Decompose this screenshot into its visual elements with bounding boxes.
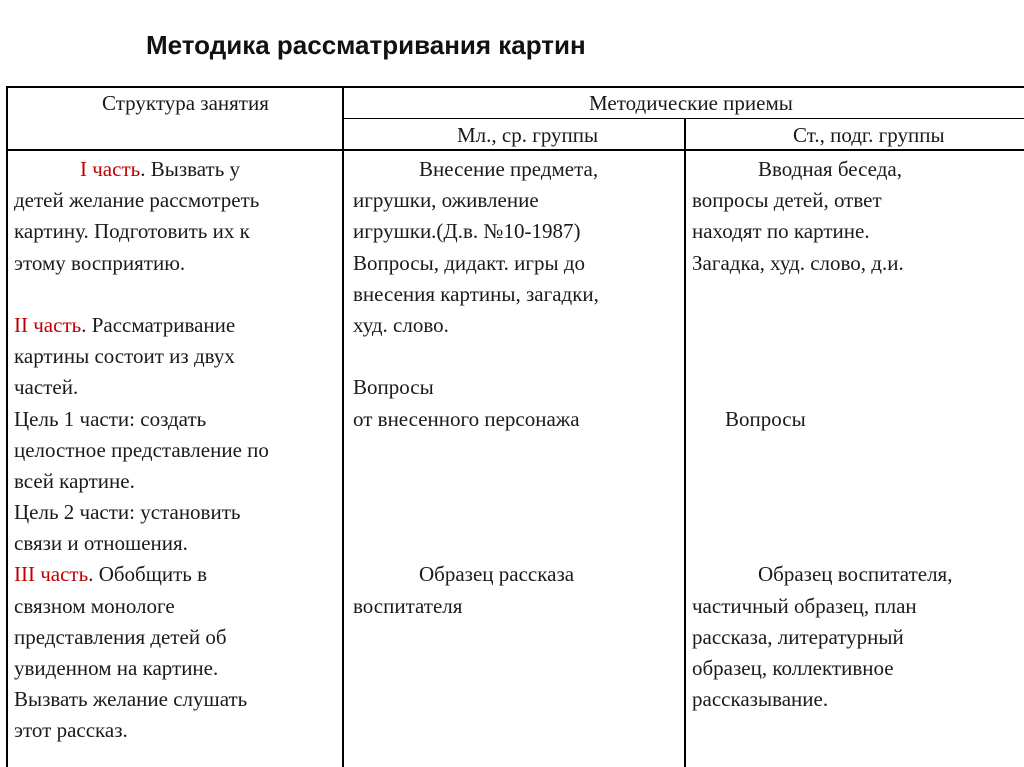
header-junior-groups: Мл., ср. группы: [457, 123, 599, 147]
structure-line: [14, 341, 336, 372]
structure-line: [14, 279, 336, 310]
structure-line: [14, 559, 336, 590]
header-bottom-border: [6, 149, 1024, 151]
structure-line: [14, 154, 336, 185]
structure-column: [14, 154, 336, 747]
structure-text: . Рассматривание: [81, 312, 236, 337]
structure-line: [14, 372, 336, 403]
structure-text: связном монологе: [14, 593, 175, 618]
senior-method-line: Вводная беседа,: [758, 157, 902, 181]
senior-method-line: частичный образец, план: [692, 593, 917, 618]
senior-method-line: [692, 435, 1022, 466]
junior-method-line: худ. слово.: [353, 312, 449, 337]
junior-method-line: [353, 341, 679, 372]
senior-method-line: рассказа, литературный: [692, 624, 904, 649]
structure-text: . Вызвать у: [140, 157, 241, 181]
junior-method-line: Вопросы, дидакт. игры до: [353, 250, 586, 275]
senior-method-line: [692, 341, 1022, 372]
structure-text: всей картине.: [14, 468, 135, 493]
header-senior-groups: Ст., подг. группы: [793, 123, 945, 147]
junior-method-line: воспитателя: [353, 593, 463, 618]
structure-line: [14, 591, 336, 622]
junior-method-line: игрушки.(Д.в. №10-1987): [353, 219, 581, 244]
senior-method-line: [692, 310, 1022, 341]
junior-method-line: [353, 528, 679, 559]
structure-line: [14, 715, 336, 746]
table-border-left: [6, 86, 8, 767]
structure-text: этот рассказ.: [14, 718, 128, 743]
table-border-top: [6, 86, 1024, 88]
col-divider-1: [342, 86, 344, 767]
part-label: III часть: [14, 562, 89, 587]
structure-text: картины состоит из двух: [14, 344, 235, 369]
structure-line: [14, 404, 336, 435]
structure-line: [14, 435, 336, 466]
junior-method-line: игрушки, оживление: [353, 188, 539, 213]
part-label: II часть: [14, 312, 82, 337]
structure-line: [14, 497, 336, 528]
junior-method-line: от внесенного персонажа: [353, 406, 580, 431]
slide-title: Методика рассматривания картин: [146, 30, 586, 60]
senior-method-line: [692, 372, 1022, 403]
senior-method-line: находят по картине.: [692, 219, 870, 244]
senior-method-line: вопросы детей, ответ: [692, 188, 882, 213]
structure-line: [14, 684, 336, 715]
subheader-divider: [342, 118, 1024, 119]
structure-line: [14, 622, 336, 653]
structure-text: картину. Подготовить их к: [14, 219, 250, 244]
senior-method-line: [692, 279, 1022, 310]
junior-method-line: внесения картины, загадки,: [353, 281, 599, 306]
structure-text: Цель 1 части: создать: [14, 406, 207, 431]
structure-line: [14, 466, 336, 497]
structure-text: частей.: [14, 375, 79, 400]
senior-method-line: Загадка, худ. слово, д.и.: [692, 250, 904, 275]
structure-text: увиденном на картине.: [14, 656, 219, 680]
junior-column: [353, 154, 679, 622]
structure-text: связи и отношения.: [14, 531, 188, 556]
structure-line: [14, 248, 336, 279]
structure-text: Цель 2 части: установить: [14, 500, 241, 525]
structure-text: . Обобщить в: [88, 562, 208, 587]
junior-method-line: [353, 497, 679, 528]
junior-method-line: Внесение предмета,: [419, 157, 599, 181]
junior-method-line: [353, 435, 679, 466]
senior-method-line: [692, 466, 1022, 497]
structure-text: представления детей об: [14, 624, 227, 649]
col-divider-2: [684, 118, 686, 767]
structure-line: [14, 310, 336, 341]
senior-method-line: [692, 528, 1022, 559]
part-label: I часть: [80, 157, 141, 181]
senior-method-line: образец, коллективное: [692, 656, 894, 680]
structure-line: [14, 216, 336, 247]
structure-text: этому восприятию.: [14, 250, 186, 275]
structure-line: [14, 185, 336, 216]
junior-method-line: [353, 466, 679, 497]
structure-text: детей желание рассмотреть: [14, 188, 260, 213]
header-structure: Структура занятия: [102, 91, 269, 115]
junior-method-line: Вопросы: [353, 375, 434, 400]
structure-line: [14, 653, 336, 684]
senior-column: [692, 154, 1022, 715]
structure-line: [14, 528, 336, 559]
structure-text: Вызвать желание слушать: [14, 687, 248, 712]
senior-method-line: [692, 497, 1022, 528]
senior-method-line: Вопросы: [725, 406, 806, 431]
senior-method-line: рассказывание.: [692, 687, 829, 712]
junior-method-line: Образец рассказа: [419, 562, 575, 587]
header-methods: Методические приемы: [589, 91, 793, 115]
structure-text: целостное представление по: [14, 437, 269, 462]
senior-method-line: Образец воспитателя,: [758, 562, 953, 587]
